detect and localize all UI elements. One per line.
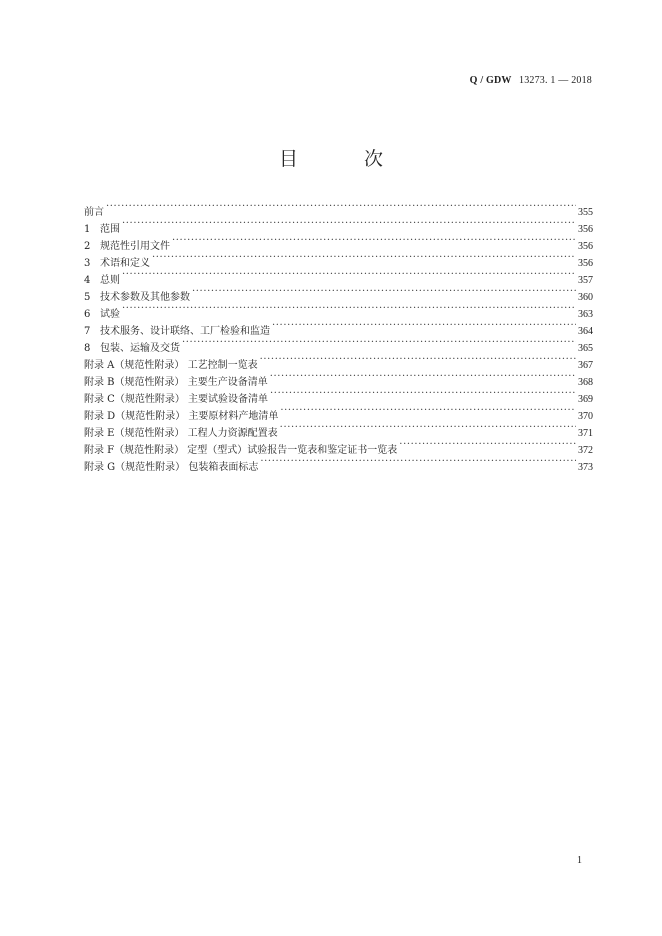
dot-leader bbox=[260, 453, 576, 470]
toc-entry-number: 7 bbox=[84, 326, 91, 337]
toc-entry-page: 357 bbox=[578, 275, 593, 286]
toc-entry-3[interactable] bbox=[84, 249, 593, 269]
dot-leader bbox=[399, 436, 576, 453]
toc-entry-1[interactable] bbox=[84, 215, 593, 235]
toc-entry-page: 363 bbox=[578, 309, 593, 320]
toc-entry-page: 367 bbox=[578, 360, 593, 371]
toc-entry-label: 试验 bbox=[100, 309, 120, 320]
toc-entry-page: 360 bbox=[578, 292, 593, 303]
toc-entry-number: 6 bbox=[84, 309, 91, 320]
dot-leader bbox=[152, 249, 576, 266]
dot-leader bbox=[172, 232, 576, 249]
toc-entry-label: 技术服务、设计联络、工厂检验和监造 bbox=[100, 326, 270, 337]
dot-leader bbox=[122, 300, 576, 317]
toc-title: 目 次 bbox=[278, 148, 414, 170]
document-code bbox=[470, 75, 592, 86]
toc-entry-page: 364 bbox=[578, 326, 593, 337]
toc-entry-label: 范围 bbox=[100, 224, 120, 235]
toc-entry-page: 365 bbox=[578, 343, 593, 354]
dot-leader bbox=[280, 419, 576, 436]
toc-entry-6[interactable] bbox=[84, 300, 593, 320]
dot-leader bbox=[260, 351, 576, 368]
dot-leader bbox=[272, 317, 576, 334]
toc-entry-label: 术语和定义 bbox=[100, 258, 150, 269]
toc-entry-page: 368 bbox=[578, 377, 593, 388]
toc-entry-label: 附录 B（规范性附录） 主要生产设备清单 bbox=[84, 377, 268, 388]
dot-leader bbox=[270, 368, 576, 385]
dot-leader bbox=[270, 385, 576, 402]
toc-entry-label: 总则 bbox=[100, 275, 120, 286]
dot-leader bbox=[122, 266, 576, 283]
toc-entry-number: 4 bbox=[84, 275, 91, 286]
toc-entry-label: 技术参数及其他参数 bbox=[100, 292, 190, 303]
table-of-contents bbox=[84, 198, 593, 473]
toc-entry-preface[interactable] bbox=[84, 198, 593, 218]
toc-entry-page: 355 bbox=[578, 207, 593, 218]
toc-entry-number: 2 bbox=[84, 241, 91, 252]
toc-entry-4[interactable] bbox=[84, 266, 593, 286]
toc-entry-page: 372 bbox=[578, 445, 593, 456]
toc-entry-label: 附录 F（规范性附录） 定型（型式）试验报告一览表和鉴定证书一览表 bbox=[84, 445, 398, 456]
dot-leader bbox=[182, 334, 576, 351]
toc-entry-label: 附录 D（规范性附录） 主要原材料产地清单 bbox=[84, 411, 279, 422]
toc-entry-label: 附录 G（规范性附录） 包装箱表面标志 bbox=[84, 462, 259, 473]
toc-entry-label: 附录 E（规范性附录） 工程人力资源配置表 bbox=[84, 428, 278, 439]
dot-leader bbox=[192, 283, 576, 300]
standard-number: 13273. 1 — 2018 bbox=[519, 75, 592, 86]
toc-entry-number: 1 bbox=[84, 224, 91, 235]
toc-entry-page: 356 bbox=[578, 258, 593, 269]
dot-leader bbox=[122, 215, 576, 232]
toc-entry-label: 附录 C（规范性附录） 主要试验设备清单 bbox=[84, 394, 269, 405]
dot-leader bbox=[106, 198, 576, 215]
toc-entry-page: 370 bbox=[578, 411, 593, 422]
toc-entry-number: 3 bbox=[84, 258, 91, 269]
toc-entry-number: 8 bbox=[84, 343, 91, 354]
toc-entry-label: 附录 A（规范性附录） 工艺控制一览表 bbox=[84, 360, 258, 371]
toc-entry-label: 规范性引用文件 bbox=[100, 241, 170, 252]
toc-entry-label: 包装、运输及交货 bbox=[100, 343, 180, 354]
toc-entry-7[interactable] bbox=[84, 317, 593, 337]
page-number: 1 bbox=[577, 855, 582, 866]
dot-leader bbox=[280, 402, 576, 419]
toc-entry-number: 5 bbox=[84, 292, 91, 303]
toc-entry-2[interactable] bbox=[84, 232, 593, 252]
toc-entry-5[interactable] bbox=[84, 283, 593, 303]
toc-entry-page: 371 bbox=[578, 428, 593, 439]
standard-prefix: Q / GDW bbox=[469, 75, 512, 86]
toc-entry-page: 369 bbox=[578, 394, 593, 405]
toc-entry-label: 前言 bbox=[84, 207, 104, 218]
toc-entry-page: 356 bbox=[578, 241, 593, 252]
toc-entry-page: 356 bbox=[578, 224, 593, 235]
toc-entry-page: 373 bbox=[578, 462, 593, 473]
